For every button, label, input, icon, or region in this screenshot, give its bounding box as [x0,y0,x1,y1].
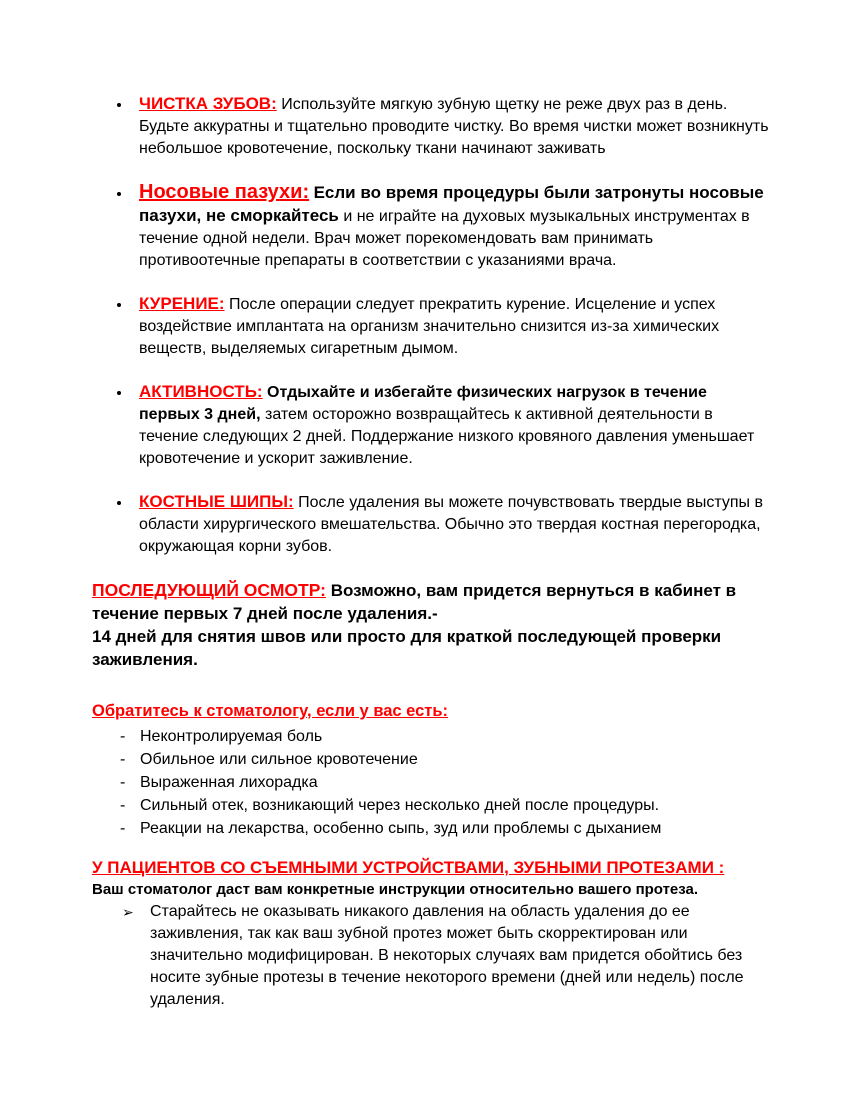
denture-patients-heading: У ПАЦИЕНТОВ СО СЪЕМНЫМИ УСТРОЙСТВАМИ, ЗУБНЫМИ ПРОТЕЗАМИ : [92,858,725,877]
item-text: Используйте мягкую зубную щетку не реже двух раз в день. Будьте аккуратны и тщательно проводите чистку. Во время чистки может возникнуть небольшое кровотечение, поскольку ткани начинают заживать [139,96,769,157]
symptom-text: Обильное или сильное кровотечение [140,751,418,768]
contact-dentist-heading: Обратитесь к стоматологу, если у вас есть: [92,702,449,720]
item-heading-smoking: КУРЕНИЕ: [139,294,225,313]
followup-exam-heading: ПОСЛЕДУЮЩИЙ ОСМОТР: [92,580,326,600]
symptom-text: Сильный отек, возникающий через несколько дней после процедуры. [140,797,660,814]
followup-text-line1: Возможно, вам придется вернуться в кабинет в течение первых 7 дней после удаления.- [92,581,737,623]
dash-marker: - [120,774,126,791]
symptoms-list [92,725,772,840]
list-item [92,771,772,794]
dash-marker: - [120,797,126,814]
care-instructions-list [92,93,772,558]
dash-marker: - [120,751,126,768]
item-text: После удаления вы можете почувствовать твердые выступы в области хирургического вмешательства. Обычно это твердая костная перегородка, окружающая корни зубов. [139,494,763,555]
arrow-marker: ➢ [122,904,134,920]
list-item [92,725,772,748]
symptom-text: Неконтролируемая боль [140,728,323,745]
followup-text-line2: 14 дней для снятия швов или просто для краткой последующей проверки заживления. [92,627,722,669]
item-heading-activity: АКТИВНОСТЬ: [139,382,263,401]
item-bold-text: Отдыхайте и избегайте физических нагрузок в течение первых 3 дней, [139,384,707,423]
item-heading-teeth-cleaning: ЧИСТКА ЗУБОВ: [139,94,277,113]
list-item-smoking [132,293,772,360]
list-item-sinuses [132,181,772,272]
denture-subtitle: Ваш стоматолог даст вам конкретные инструкции относительно вашего протеза. [92,881,699,898]
item-heading-sinuses: Носовые пазухи: [139,181,310,203]
dash-marker: - [120,820,126,837]
symptom-text: Реакции на лекарства, особенно сыпь, зуд или проблемы с дыханием [140,820,662,837]
item-heading-bone-spurs: КОСТНЫЕ ШИПЫ: [139,492,294,511]
list-item-bone-spurs [132,491,772,558]
denture-patients-section [92,856,772,1011]
item-text: После операции следует прекратить курение. Исцеление и успех воздействие имплантата на организм значительно снизится из-за химических веществ, выделяемых сигаретным дымом. [139,296,720,357]
item-bold-text: Если во время процедуры были затронуты носовые пазухи, не сморкайтесь [139,183,764,225]
list-item-denture-advice [92,901,772,1011]
item-text: затем осторожно возвращайтесь к активной деятельности в течение следующих 2 дней. Поддержание низкого кровяного давления уменьшает кровотечение и ускорит заживление. [139,406,755,467]
list-item [92,794,772,817]
denture-advice-text: Старайтесь не оказывать никакого давления на область удаления до ее заживления, так как ваш зубной протез может быть скорректирован или значительно модифицирован. В некоторых случаях вам придется обойтись без носите зубные протезы в течение некоторого времени (дней или недель) после удаления. [150,903,744,1008]
list-item [92,748,772,771]
item-text: и не играйте на духовых музыкальных инструментах в течение одной недели. Врач может порекомендовать вам принимать противоотечные препараты в соответствии с указаниями врача. [139,208,750,269]
list-item-activity [132,381,772,470]
contact-dentist-section [92,700,772,840]
list-item [92,817,772,840]
symptom-text: Выраженная лихорадка [140,774,318,791]
dash-marker: - [120,728,126,745]
followup-exam-paragraph [92,579,772,671]
list-item-teeth-cleaning [132,93,772,160]
